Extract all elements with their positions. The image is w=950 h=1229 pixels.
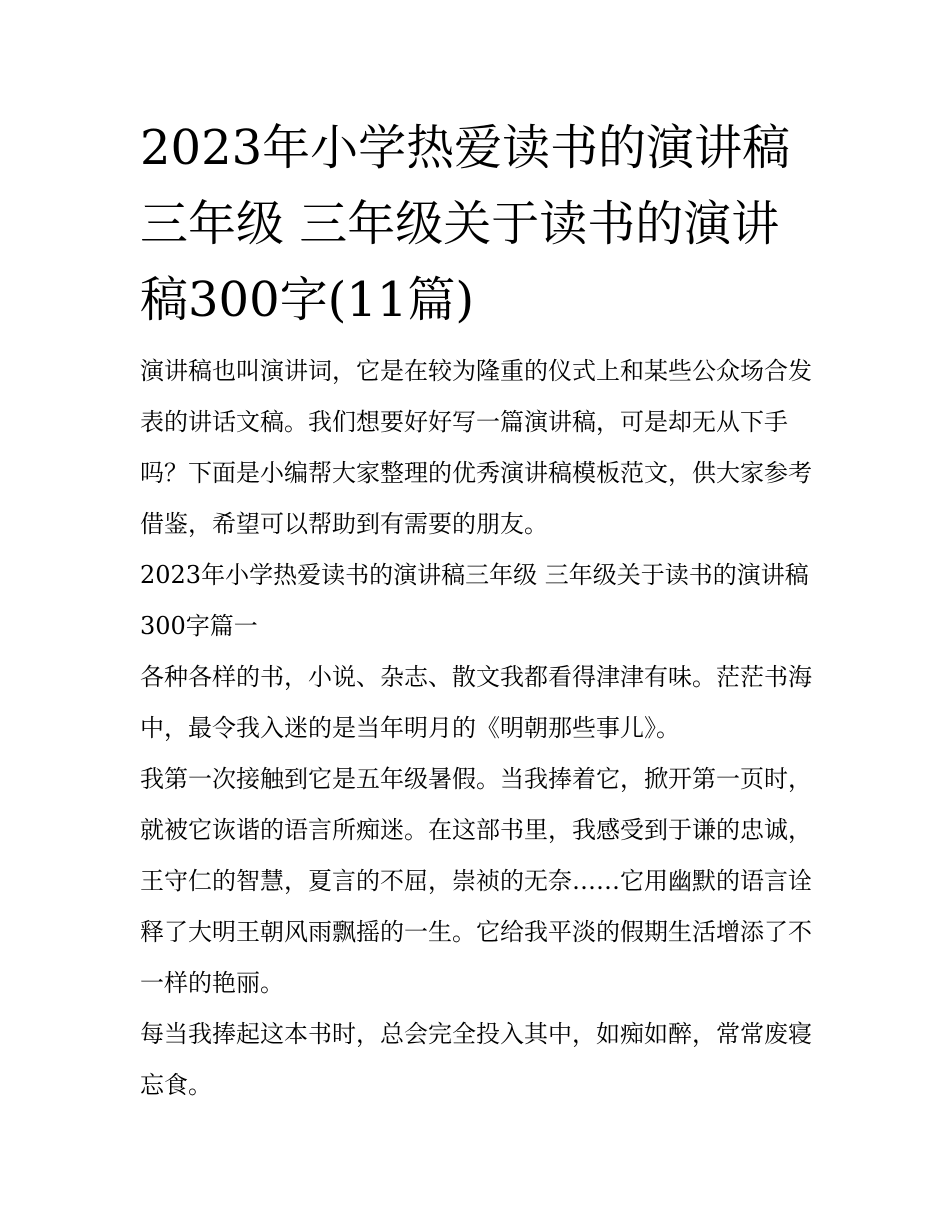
document-page [140, 110, 812, 1111]
document-title [140, 110, 812, 338]
body-paragraph-1: 各种各样的书，小说、杂志、散文我都看得津津有味。茫茫书海中，最令我入迷的是当年明月的《明朝那些事儿》。 [140, 663, 812, 742]
title-line-1: 2023年小学热爱读书的演讲稿 [140, 120, 791, 176]
intro-paragraph: 演讲稿也叫演讲词，它是在较为隆重的仪式上和某些公众场合发表的讲话文稿。我们想要好好写一篇演讲稿，可是却无从下手吗？下面是小编帮大家整理的优秀演讲稿模板范文，供大家参考借鉴，希望可以帮助到有需要的朋友。 [140, 357, 812, 538]
section-heading: 2023年小学热爱读书的演讲稿三年级 三年级关于读书的演讲稿300字篇一 [140, 561, 809, 640]
title-line-3: 稿300字(11篇) [140, 272, 475, 328]
title-line-2: 三年级 三年级关于读书的演讲 [140, 196, 780, 252]
body-paragraph-3: 每当我捧起这本书时，总会完全投入其中，如痴如醉，常常废寝忘食。 [140, 1020, 812, 1099]
body-paragraph-2: 我第一次接触到它是五年级暑假。当我捧着它，掀开第一页时，就被它诙谐的语言所痴迷。在这部书里，我感受到于谦的忠诚，王守仁的智慧，夏言的不屈，崇祯的无奈……它用幽默的语言诠释了大明王朝风雨飘摇的一生。它给我平淡的假期生活增添了不一样的艳丽。 [140, 765, 812, 997]
